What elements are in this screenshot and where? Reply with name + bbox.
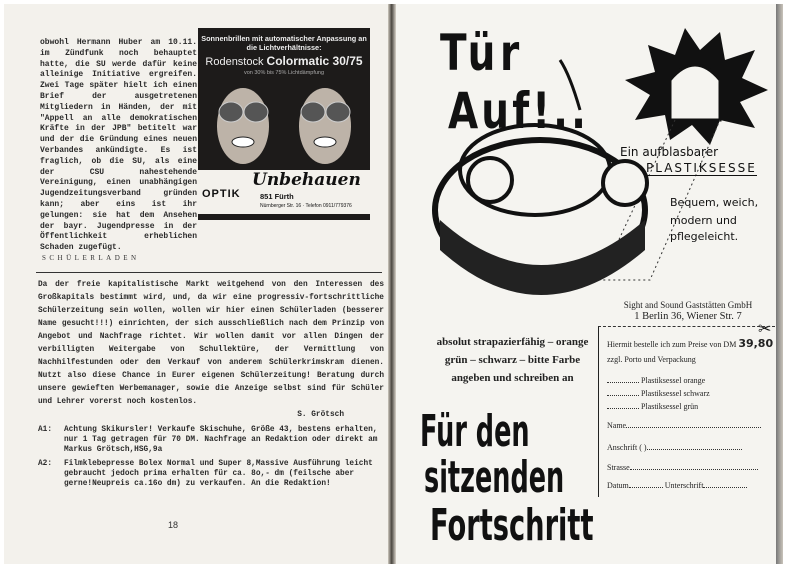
option-orange[interactable] xyxy=(607,374,705,386)
field-label: Datum xyxy=(607,481,629,490)
field-label: Strasse xyxy=(607,463,630,472)
shop-prefix: OPTIK xyxy=(202,188,241,200)
shop-address: Nürnberger Str. 16 · Telefon 0911/779376 xyxy=(260,203,352,209)
option-label: Plastiksessel schwarz xyxy=(641,389,710,398)
article-column: obwohl Hermann Huber am 10.11. im Zündfunk noch behauptet hatte, die SU werde dafür keine alleinige Initiative ergreifen. Zwei Tage später hielt ich einen Brief der ausgetretenen Mitgliedern in Händen, der mit "Appell an alle demokratischen Kräfte in der JPB" betitelt war und der die Gründung eines neuen Verbandes ankündigte. Es ist fraglich, ob die SU, als eine der CSU nahestehende Vereinigung, einen unabhängigen Jugendzeitungsverband gründen kann; aber eins ist ihr gelungen: sie hat dem Ansehen der bayr. Jugendpresse in der Öffentlichkeit erheblichen Schaden zugefügt. xyxy=(40,38,197,253)
classified-a2 xyxy=(38,459,384,489)
field-label: Name xyxy=(607,421,627,430)
shipping-note: zzgl. Porto und Verpackung xyxy=(607,355,696,364)
feature-1: Bequem, weich, xyxy=(670,196,759,209)
classified-key: A2: xyxy=(38,460,53,468)
ad-headline: Sonnenbrillen mit automatischer Anpassung an die Lichtverhältnisse: xyxy=(201,34,367,52)
slogan-line: grün – schwarz – bitte Farbe xyxy=(444,354,581,366)
section-content xyxy=(38,279,384,493)
ad-product xyxy=(198,55,370,69)
binding-gutter xyxy=(388,4,396,564)
address-field[interactable] xyxy=(607,441,742,453)
bottom-line1: Für den xyxy=(420,406,530,457)
slogan-line: absolut strapazierfähig – orange xyxy=(436,336,589,348)
scissors-icon: ✂ xyxy=(758,321,772,338)
optician-ad xyxy=(198,28,370,220)
door-icon xyxy=(670,65,720,120)
slogan-line: angeben und schreiben an xyxy=(451,372,574,384)
ad-footer xyxy=(198,170,370,214)
feature-3: pflegeleicht. xyxy=(670,230,739,243)
classified-text: Filmklebepresse Bolex Normal und Super 8,Massive Ausführung leicht gebraucht jedoch prima erhalten für ca. 8o,- dm (feilsche aber gerne!Neupreis ca.16o dm) zu verkaufen. An die Redaktion! xyxy=(64,460,373,488)
section-heading: SCHÜLERLADEN xyxy=(42,254,140,262)
classified-key: A1: xyxy=(38,426,53,434)
signature: S. Grötsch xyxy=(297,411,344,419)
order-coupon xyxy=(598,326,775,497)
field-label: Unterschrift xyxy=(664,481,704,490)
ad-brand: Rodenstock xyxy=(205,56,264,68)
option-green[interactable] xyxy=(607,400,698,412)
slogan xyxy=(430,333,595,387)
classified-a1 xyxy=(38,425,384,455)
option-label: Plastiksessel orange xyxy=(641,376,706,385)
bottom-line2: sitzenden xyxy=(424,452,565,503)
option-black[interactable] xyxy=(607,387,710,399)
title-line1: Tür xyxy=(440,24,524,82)
company-block xyxy=(598,299,778,323)
shop-name: Unbehauen xyxy=(252,170,361,190)
bottom-line3: Fortschritt xyxy=(430,500,594,551)
classified-text: Achtung Skikursler! Verkaufe Skischuhe, Größe 43, bestens erhalten, nur 1 Tag getragen für 70 DM. Nachfrage an Redaktion oder direkt am Markus Grötsch,HSG,9a xyxy=(64,426,378,454)
option-label: Plastiksessel grün xyxy=(641,402,699,411)
caption-line2: PLASTIKSESSE xyxy=(646,161,757,175)
caption-line1: Ein aufblasbarer xyxy=(620,145,719,159)
ad-product-name: Colormatic 30/75 xyxy=(266,54,363,68)
company-address: 1 Berlin 36, Wiener Str. 7 xyxy=(634,311,742,322)
field-label: Anschrift ( ) xyxy=(607,443,647,452)
page-number: 18 xyxy=(168,520,179,530)
divider xyxy=(36,272,382,273)
title-line2: Auf!.. xyxy=(448,82,590,140)
shop-city: 851 Fürth xyxy=(260,192,294,201)
feature-2: modern und xyxy=(670,214,737,227)
name-field[interactable] xyxy=(607,419,761,431)
ad-subline: von 30% bis 75% Lichtdämpfung xyxy=(243,70,325,76)
company-name: Sight and Sound Gaststätten GmbH xyxy=(623,300,753,310)
date-signature-field[interactable] xyxy=(607,479,747,491)
street-field[interactable] xyxy=(607,461,758,473)
order-intro xyxy=(607,339,773,350)
price: 39,80 xyxy=(738,337,774,350)
section-body: Da der freie kapitalistische Markt weitgehend von den Interessen des Großkapitals bestimmt wird, und, da wir eine progressiv-fortschrittliche Schülerzeitung sein wollen, wollen wir hier einen Schülerladen (besserer Name gesucht!!!) einrichten, der sich ausschließlich nach dem Prinzip von Angebot und Nachfrage richtet. Wir wollen damit vor allen Dingen der verbilligten Weitergabe von Schullektüre, der Vermittlung von Nachhilfestunden oder dem Verkauf von anderem Schülerkrimskram dienen. Nutzt also diese Chance in Eurer eigenen Schülerzeitung! Beratung durch unsere gewieften Werbemanager, sowie die Anzeige selbst sind für Schüler und Lehrer vorerst noch kostenlos. xyxy=(38,281,384,406)
sunglasses-photo xyxy=(198,76,370,172)
intro-text: Hiermit bestelle ich zum Preise von DM xyxy=(607,340,737,349)
